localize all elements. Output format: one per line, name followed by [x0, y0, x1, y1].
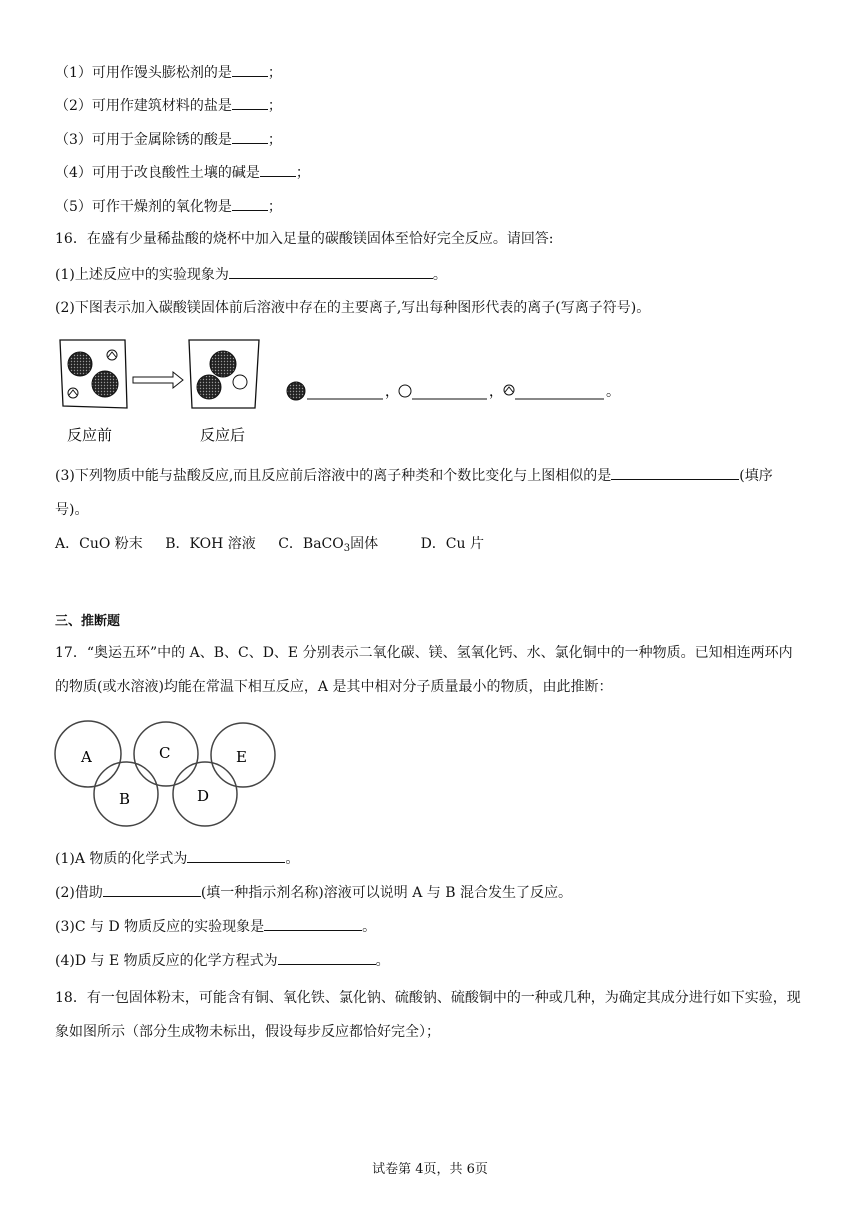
- answer-blank[interactable]: [278, 950, 376, 965]
- q15-item-3-text: （3）可用于金属除锈的酸是: [55, 132, 232, 148]
- large-dotted-ion-icon: [92, 371, 118, 397]
- reaction-arrow-icon: [133, 372, 183, 388]
- punct: ；: [267, 65, 282, 81]
- answer-blank[interactable]: [103, 882, 201, 897]
- q17-part-1: [55, 848, 299, 869]
- ring-label-d: D: [197, 787, 210, 805]
- answer-blank[interactable]: [264, 916, 362, 931]
- q16-part-3-tail: (填序号)。: [55, 468, 773, 518]
- q17-part-2-text: (2)借助: [55, 885, 103, 901]
- q15-item-5: [55, 196, 282, 217]
- ring-label-e: E: [236, 748, 247, 766]
- punct: 。: [362, 919, 377, 935]
- punct: 。: [285, 851, 300, 867]
- punct: 。: [375, 953, 390, 969]
- punct: ，: [385, 384, 399, 400]
- q17-part-3-text: (3)C 与 D 物质反应的实验现象是: [55, 919, 265, 935]
- subscript: 3: [343, 543, 351, 554]
- page-footer: 试卷第 4页，共 6页: [372, 1162, 488, 1177]
- q15-item-4-text: （4）可用于改良酸性土壤的碱是: [55, 165, 260, 181]
- q15-item-2: [55, 95, 282, 116]
- large-dotted-ion-icon: [197, 375, 221, 399]
- punct: 。: [606, 384, 620, 400]
- q17-part-3: [55, 916, 376, 937]
- q15-item-2-text: （2）可用作建筑材料的盐是: [55, 98, 232, 114]
- q17-part-4-text: (4)D 与 E 物质反应的化学方程式为: [55, 953, 278, 969]
- option-c[interactable]: [278, 534, 378, 559]
- answer-blank[interactable]: [232, 129, 268, 144]
- punct: ；: [295, 165, 310, 181]
- q17-part-2: [55, 882, 572, 903]
- q17-part-2-tail: (填一种指示剂名称)溶液可以说明 A 与 B 混合发生了反应。: [200, 885, 572, 901]
- q16-part-3: [55, 459, 805, 527]
- q15-item-4: [55, 162, 310, 183]
- punct: ；: [267, 199, 282, 215]
- ring-label-c: C: [159, 744, 171, 762]
- punct: ；: [267, 98, 282, 114]
- beaker-after: [189, 340, 259, 408]
- ion-diagram: [55, 330, 635, 450]
- punct: 。: [432, 267, 447, 283]
- q18-stem: 18．有一包固体粉末，可能含有铜、氧化铁、氯化钠、硫酸钠、硫酸铜中的一种或几种，为确定其成分进行如下实验，现象如图所示（部分生成物未标出，假设每步反应都恰好完全）；: [55, 990, 801, 1040]
- option-b[interactable]: B．KOH 溶液: [165, 536, 256, 552]
- answer-blank[interactable]: [232, 196, 268, 211]
- olympic-rings-diagram: [50, 715, 280, 831]
- hollow-ion-icon: [233, 375, 247, 389]
- q15-item-3: [55, 129, 282, 150]
- small-hatched-ion-icon: [68, 388, 78, 398]
- option-c-state: 固体: [350, 536, 379, 552]
- answer-blank[interactable]: [187, 848, 285, 863]
- q16-part-3-text: (3)下列物质中能与盐酸反应,而且反应前后溶液中的离子种类和个数比变化与上图相似的是: [55, 468, 612, 484]
- q16-options: [55, 534, 484, 559]
- q15-item-5-text: （5）可作干燥剂的氧化物是: [55, 199, 232, 215]
- ring-label-a: A: [81, 748, 92, 766]
- ring-label-b: B: [119, 790, 131, 808]
- large-dotted-ion-icon: [210, 351, 236, 377]
- q15-item-1-text: （1）可用作馒头膨松剂的是: [55, 65, 232, 81]
- q16-part-1-text: (1)上述反应中的实验现象为: [55, 267, 229, 283]
- answer-blank[interactable]: [232, 62, 268, 77]
- label-after: 反应后: [200, 426, 246, 444]
- punct: ；: [267, 132, 282, 148]
- q16-part-1: [55, 264, 447, 285]
- legend-hatched-ion-icon: [504, 385, 514, 395]
- q16-stem: 16．在盛有少量稀盐酸的烧杯中加入足量的碳酸镁固体至恰好完全反应。请回答:: [55, 231, 554, 247]
- small-hatched-ion-icon: [107, 350, 117, 360]
- answer-blank[interactable]: [232, 95, 268, 110]
- section-heading: 三、推断题: [55, 614, 121, 629]
- option-a[interactable]: A．CuO 粉末: [55, 536, 143, 552]
- answer-blank[interactable]: [611, 465, 739, 480]
- beaker-before: [60, 340, 127, 408]
- q17-stem: 17．“奥运五环”中的 A、B、C、D、E 分别表示二氧化碳、镁、氢氧化钙、水、氯化铜中的一种物质。已知相连两环内的物质(或水溶液)均能在常温下相互反应，A 是其中相对分子质量最小的物质，由此推断：: [55, 645, 793, 695]
- option-c-formula: C．BaCO: [278, 536, 344, 552]
- q17-part-4: [55, 950, 390, 971]
- label-before: 反应前: [67, 426, 113, 444]
- q15-item-1: [55, 62, 282, 83]
- q16-part-2: (2)下图表示加入碳酸镁固体前后溶液中存在的主要离子,写出每种图形代表的离子(写离子符号)。: [55, 300, 651, 316]
- legend-hollow-ion-icon: [399, 385, 411, 397]
- legend-dotted-ion-icon: [287, 382, 305, 400]
- punct: ，: [489, 384, 503, 400]
- large-dotted-ion-icon: [68, 352, 92, 376]
- answer-blank[interactable]: [260, 162, 296, 177]
- option-d[interactable]: D．Cu 片: [420, 536, 484, 552]
- answer-blank[interactable]: [229, 264, 433, 279]
- q17-part-1-text: (1)A 物质的化学式为: [55, 851, 188, 867]
